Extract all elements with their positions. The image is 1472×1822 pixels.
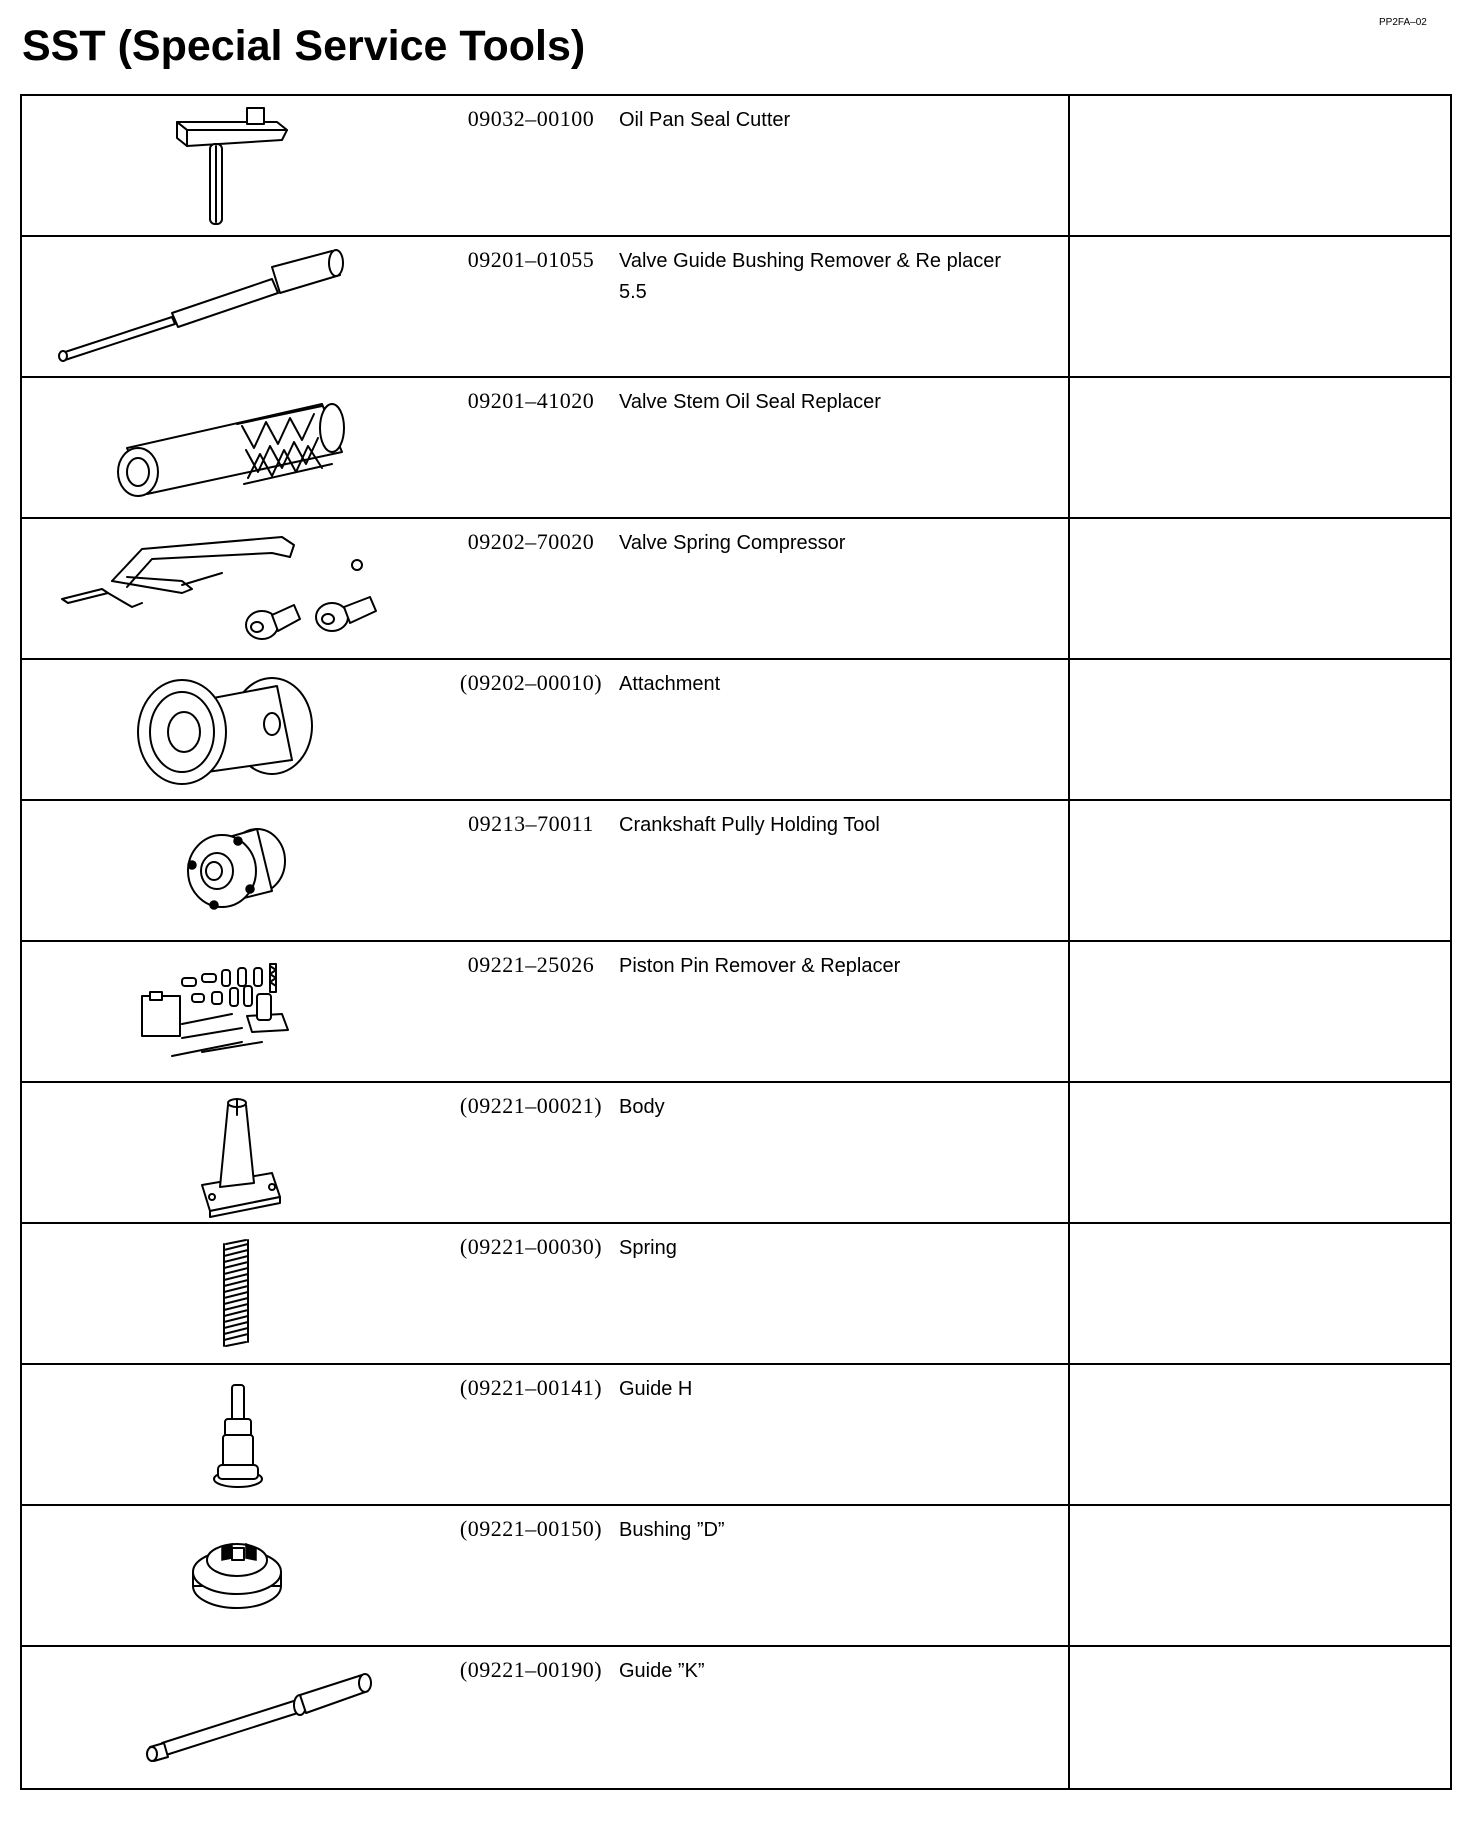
remarks-cell	[1069, 1364, 1451, 1505]
crankshaft-pulley-holding-tool-illustration	[32, 805, 412, 937]
remarks-cell	[1069, 941, 1451, 1082]
bushing-d-illustration	[32, 1510, 412, 1642]
part-number: 09032–00100	[467, 106, 595, 131]
tool-cell	[21, 236, 1069, 377]
tool-cell	[21, 659, 1069, 800]
piston-pin-remover-replacer-kit-illustration	[32, 946, 412, 1078]
tool-cell	[21, 1082, 1069, 1223]
remarks-cell	[1069, 1223, 1451, 1364]
table-row	[21, 1082, 1451, 1223]
part-number: (09221–00190)	[459, 1657, 603, 1682]
part-number: (09221–00030)	[459, 1234, 603, 1259]
table-row	[21, 1223, 1451, 1364]
tool-name: Valve Guide Bushing Remover & Re placer 5.5	[619, 250, 1002, 303]
guide-k-illustration	[32, 1651, 412, 1783]
tool-name: Spring	[619, 1237, 677, 1259]
remarks-cell	[1069, 236, 1451, 377]
part-number: 09202–70020	[467, 529, 595, 554]
part-number: 09201–41020	[467, 388, 595, 413]
table-row	[21, 377, 1451, 518]
tool-cell	[21, 377, 1069, 518]
tool-name: Guide ”K”	[619, 1660, 705, 1682]
spring-illustration	[32, 1228, 412, 1360]
valve-guide-bushing-remover-illustration	[32, 241, 412, 373]
remarks-cell	[1069, 518, 1451, 659]
remarks-cell	[1069, 1646, 1451, 1789]
remarks-cell	[1069, 1505, 1451, 1646]
tool-cell	[21, 1364, 1069, 1505]
part-number: 09201–01055	[467, 247, 595, 272]
guide-h-illustration	[32, 1369, 412, 1501]
tool-name: Attachment	[619, 673, 721, 695]
tool-name: Valve Stem Oil Seal Replacer	[619, 391, 881, 413]
tool-name: Body	[619, 1096, 665, 1118]
part-number: (09221–00021)	[459, 1093, 603, 1118]
part-number: (09221–00150)	[459, 1516, 603, 1541]
part-number: 09213–70011	[468, 811, 594, 836]
table-row	[21, 236, 1451, 377]
sst-table	[20, 94, 1452, 1790]
tool-name: Valve Spring Compressor	[619, 532, 846, 554]
tool-cell	[21, 518, 1069, 659]
tool-name: Bushing ”D”	[619, 1519, 725, 1541]
table-row	[21, 95, 1451, 236]
valve-stem-oil-seal-replacer-illustration	[32, 382, 412, 514]
oil-pan-seal-cutter-illustration	[32, 100, 412, 232]
remarks-cell	[1069, 800, 1451, 941]
table-row	[21, 518, 1451, 659]
body-illustration	[32, 1087, 412, 1219]
table-row	[21, 941, 1451, 1082]
table-row	[21, 800, 1451, 941]
remarks-cell	[1069, 95, 1451, 236]
tool-cell	[21, 1505, 1069, 1646]
part-number: 09221–25026	[467, 952, 595, 977]
page-title: SST (Special Service Tools)	[22, 22, 586, 70]
tool-name: Piston Pin Remover & Replacer	[619, 955, 901, 977]
remarks-cell	[1069, 659, 1451, 800]
attachment-illustration	[32, 664, 412, 796]
tool-cell	[21, 95, 1069, 236]
valve-spring-compressor-illustration	[32, 523, 412, 655]
tool-name: Guide H	[619, 1378, 693, 1400]
tool-name: Oil Pan Seal Cutter	[619, 109, 791, 131]
table-row	[21, 1505, 1451, 1646]
table-row	[21, 1364, 1451, 1505]
part-number: (09221–00141)	[459, 1375, 603, 1400]
tool-cell	[21, 800, 1069, 941]
table-row	[21, 659, 1451, 800]
tool-cell	[21, 1223, 1069, 1364]
table-row	[21, 1646, 1451, 1789]
tool-name: Crankshaft Pully Holding Tool	[619, 814, 880, 836]
remarks-cell	[1069, 377, 1451, 518]
tool-cell	[21, 941, 1069, 1082]
tool-cell	[21, 1646, 1069, 1789]
document-code: PP2FA–02	[1379, 17, 1427, 28]
part-number: (09202–00010)	[459, 670, 603, 695]
remarks-cell	[1069, 1082, 1451, 1223]
